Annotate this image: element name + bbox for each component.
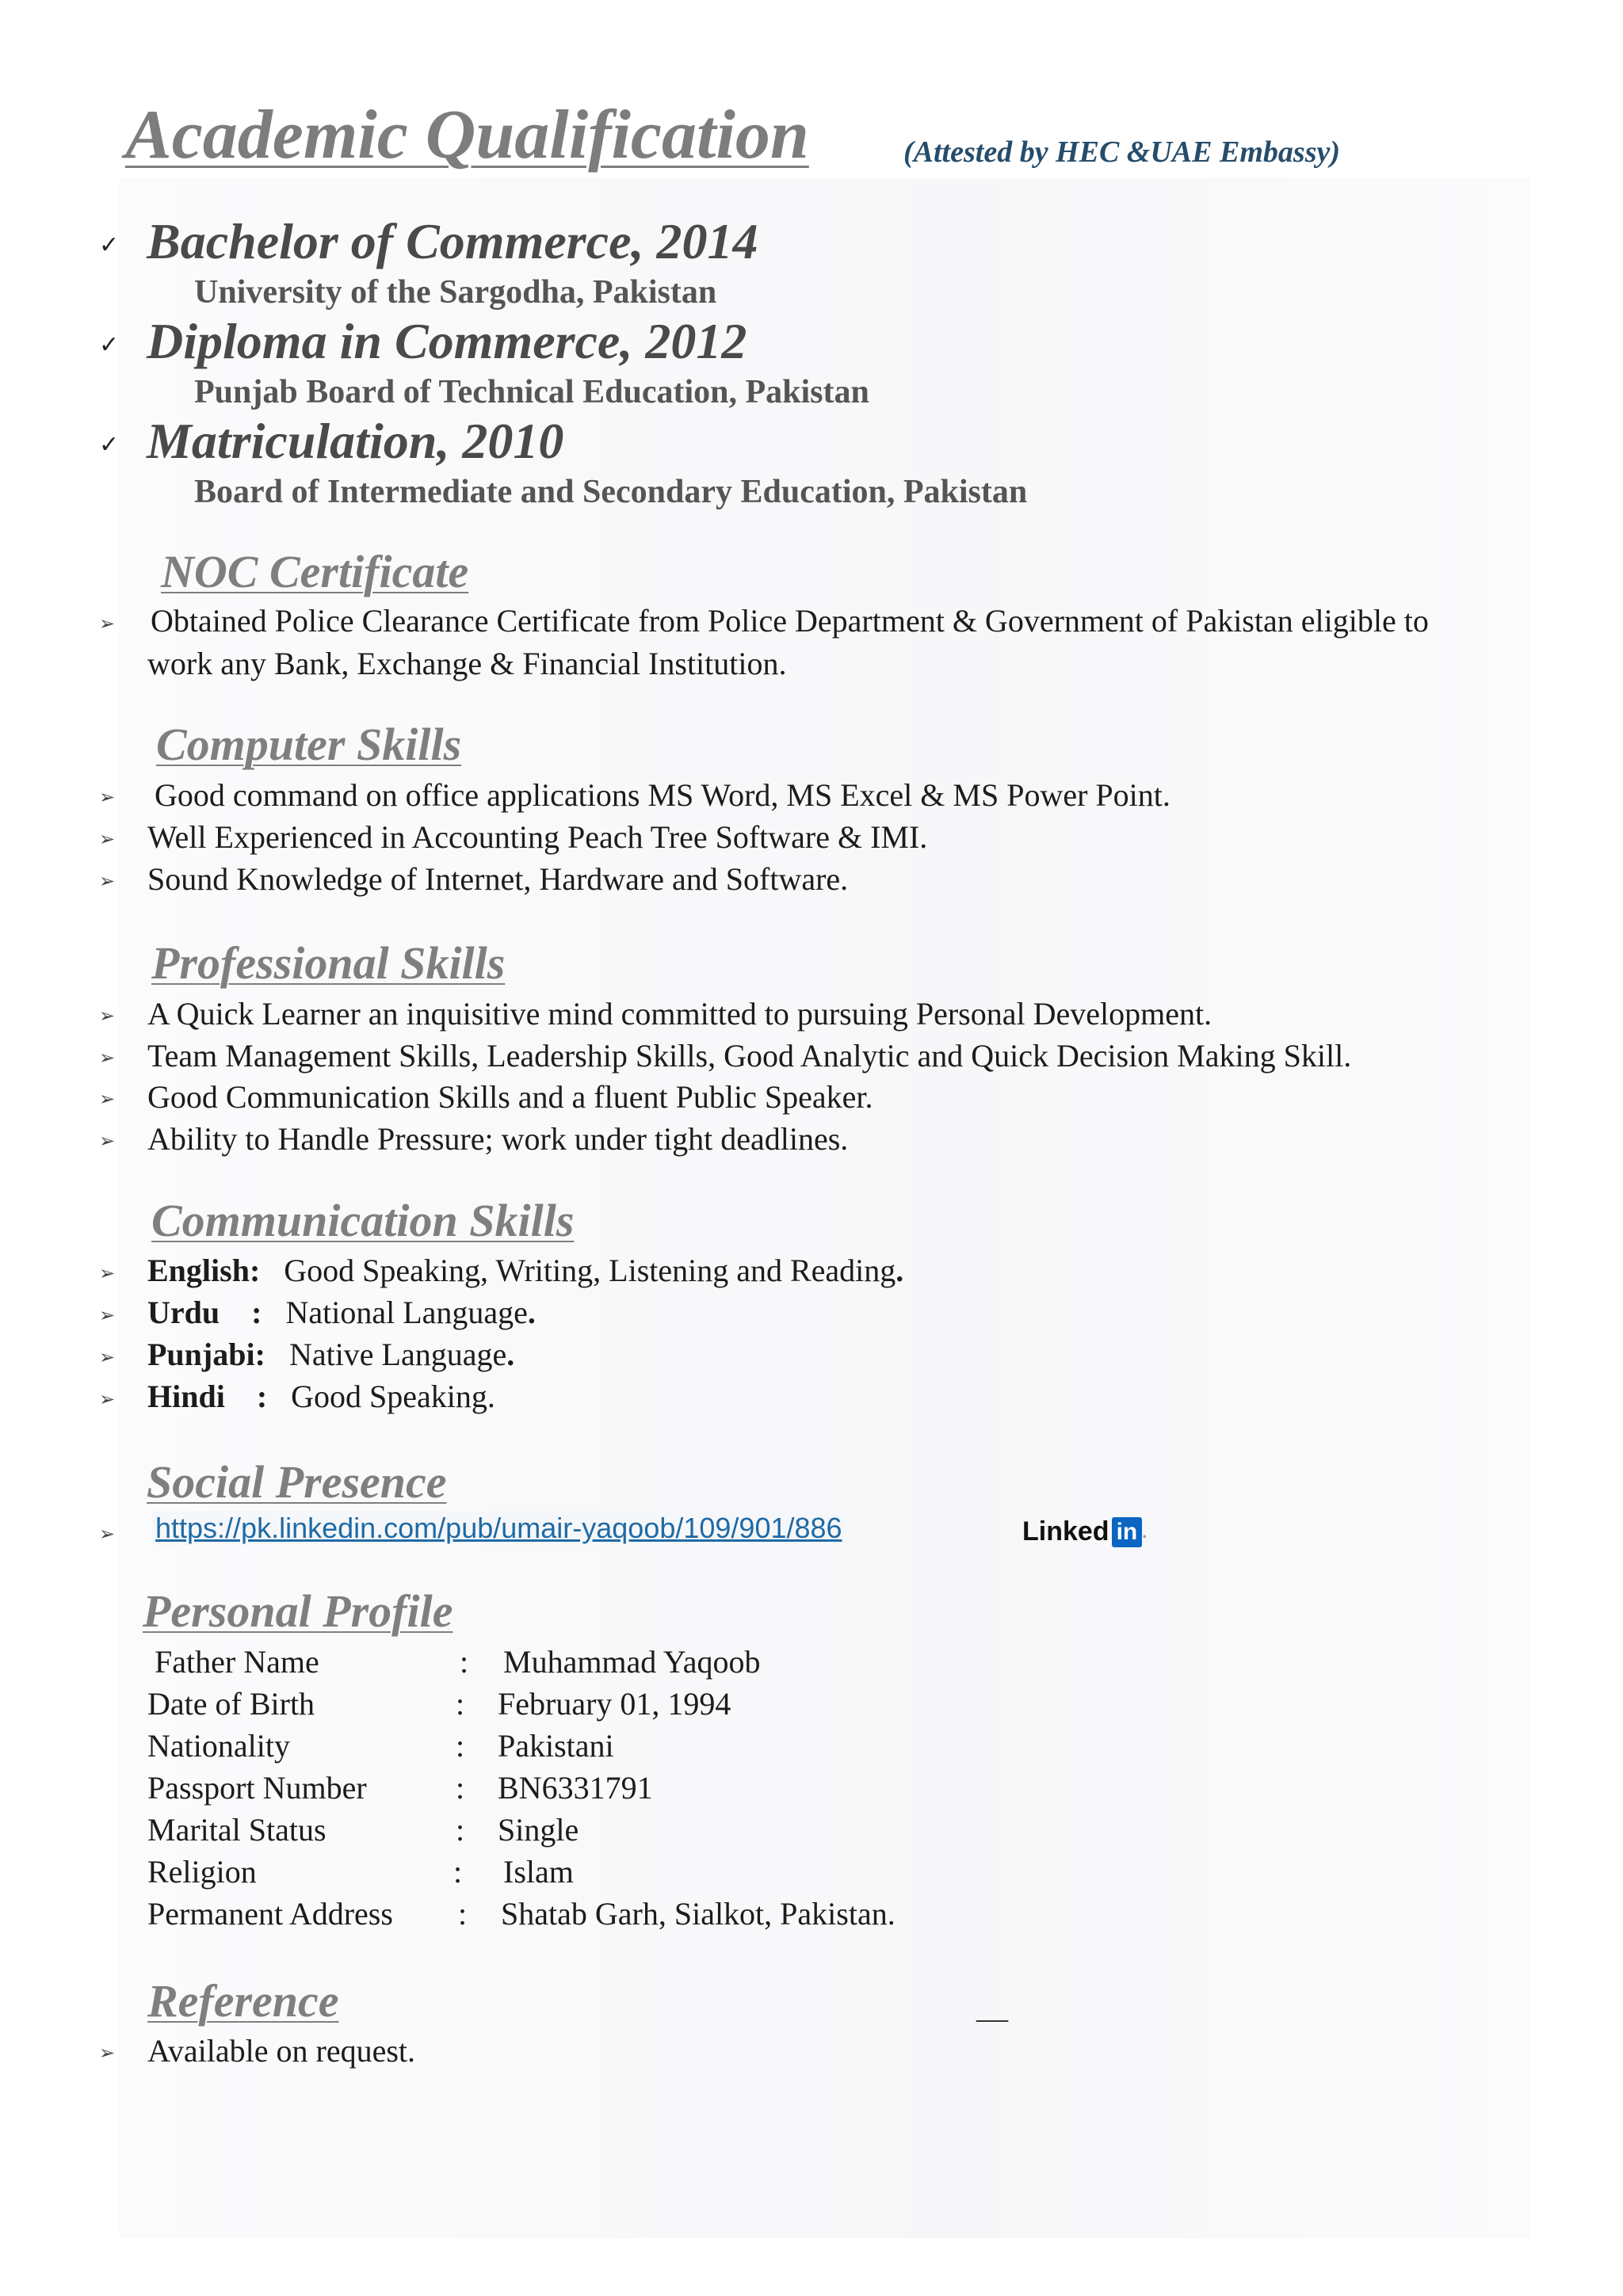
list-item: Available on request. bbox=[147, 2033, 416, 2069]
degree-institution: Punjab Board of Technical Education, Pakistan bbox=[194, 374, 869, 410]
profile-value: BN6331791 bbox=[498, 1770, 653, 1806]
linkedin-logo-dot: . bbox=[1142, 1521, 1148, 1542]
degree-institution: University of the Sargodha, Pakistan bbox=[194, 274, 717, 311]
profile-label: Date of Birth bbox=[147, 1686, 315, 1722]
list-item: Sound Knowledge of Internet, Hardware and Software. bbox=[147, 861, 849, 897]
degree-institution: Board of Intermediate and Secondary Education, Pakistan bbox=[194, 474, 1028, 510]
arrow-bullet-icon: ➢ bbox=[99, 870, 116, 892]
profile-label: Father Name bbox=[155, 1644, 319, 1680]
profile-separator: : bbox=[460, 1644, 469, 1680]
profile-separator: : bbox=[456, 1728, 465, 1764]
language-level: National Language bbox=[285, 1295, 528, 1330]
linkedin-profile-link[interactable]: https://pk.linkedin.com/pub/umair-yaqoob/109/901/886 bbox=[152, 1512, 846, 1545]
linkedin-logo[interactable] bbox=[1022, 1516, 1147, 1547]
profile-separator: : bbox=[456, 1686, 465, 1722]
profile-label: Nationality bbox=[147, 1728, 290, 1764]
profile-label: Religion bbox=[147, 1854, 257, 1890]
section-title-communication-skills: Communication Skills bbox=[151, 1195, 575, 1246]
language-level-end: . bbox=[506, 1337, 515, 1372]
arrow-bullet-icon: ➢ bbox=[99, 1047, 116, 1069]
list-item: A Quick Learner an inquisitive mind committed to pursuing Personal Development. bbox=[147, 996, 1212, 1032]
section-title-noc: NOC Certificate bbox=[161, 546, 469, 597]
page-title: Academic Qualification bbox=[125, 97, 809, 174]
profile-value: Shatab Garh, Sialkot, Pakistan. bbox=[501, 1896, 896, 1932]
language-item bbox=[147, 1378, 495, 1415]
degree-title: Matriculation, 2010 bbox=[147, 413, 564, 469]
language-item bbox=[147, 1252, 903, 1289]
profile-separator: : bbox=[458, 1896, 468, 1932]
language-level-end: . bbox=[896, 1253, 904, 1288]
profile-label: Marital Status bbox=[147, 1812, 327, 1848]
section-title-reference: Reference bbox=[147, 1975, 339, 2027]
linkedin-logo-text: Linked bbox=[1022, 1516, 1109, 1547]
attestation-note: (Attested by HEC &UAE Embassy) bbox=[903, 135, 1340, 169]
stray-dash: __ bbox=[976, 1989, 1008, 2025]
arrow-bullet-icon: ➢ bbox=[99, 612, 116, 635]
list-item: Team Management Skills, Leadership Skills, Good Analytic and Quick Decision Making Skill. bbox=[147, 1038, 1352, 1074]
language-level: Native Language bbox=[288, 1337, 507, 1372]
linkedin-in-icon: in bbox=[1112, 1517, 1143, 1547]
profile-separator: : bbox=[456, 1812, 465, 1848]
arrow-bullet-icon: ➢ bbox=[99, 828, 116, 850]
language-name: English: bbox=[147, 1253, 261, 1288]
profile-label: Passport Number bbox=[147, 1770, 367, 1806]
language-name: Punjabi: bbox=[147, 1337, 265, 1372]
list-item: Good command on office applications MS Word, MS Excel & MS Power Point. bbox=[155, 777, 1170, 813]
profile-separator: : bbox=[456, 1770, 465, 1806]
list-item: Well Experienced in Accounting Peach Tree Software & IMI. bbox=[147, 819, 928, 855]
profile-value: Pakistani bbox=[498, 1728, 614, 1764]
language-item bbox=[147, 1336, 514, 1373]
arrow-bullet-icon: ➢ bbox=[99, 786, 116, 808]
arrow-bullet-icon: ➢ bbox=[99, 1304, 116, 1326]
arrow-bullet-icon: ➢ bbox=[99, 1388, 116, 1410]
degree-title: Diploma in Commerce, 2012 bbox=[147, 313, 747, 369]
arrow-bullet-icon: ➢ bbox=[99, 1088, 116, 1110]
check-icon: ✓ bbox=[99, 331, 120, 359]
section-title-professional-skills: Professional Skills bbox=[151, 937, 506, 989]
language-name: Urdu : bbox=[147, 1295, 262, 1330]
profile-label: Permanent Address bbox=[147, 1896, 393, 1932]
profile-separator: : bbox=[453, 1854, 463, 1890]
language-level: Good Speaking, Writing, Listening and Reading bbox=[284, 1253, 896, 1288]
arrow-bullet-icon: ➢ bbox=[99, 1262, 116, 1284]
noc-text-line: work any Bank, Exchange & Financial Institution. bbox=[147, 646, 787, 681]
language-level-end: . bbox=[527, 1295, 536, 1330]
section-title-social-presence: Social Presence bbox=[147, 1456, 447, 1508]
arrow-bullet-icon: ➢ bbox=[99, 1346, 116, 1368]
list-item: Ability to Handle Pressure; work under tight deadlines. bbox=[147, 1121, 849, 1157]
arrow-bullet-icon: ➢ bbox=[99, 1523, 116, 1545]
arrow-bullet-icon: ➢ bbox=[99, 1005, 116, 1027]
degree-title: Bachelor of Commerce, 2014 bbox=[147, 213, 758, 269]
arrow-bullet-icon: ➢ bbox=[99, 1130, 116, 1152]
language-item bbox=[147, 1294, 536, 1331]
noc-text-line: Obtained Police Clearance Certificate from Police Department & Government of Pakistan eligible to bbox=[151, 603, 1429, 639]
list-item: Good Communication Skills and a fluent Public Speaker. bbox=[147, 1079, 873, 1115]
arrow-bullet-icon: ➢ bbox=[99, 2042, 116, 2064]
language-level: Good Speaking. bbox=[291, 1379, 495, 1414]
profile-value: Islam bbox=[503, 1854, 574, 1890]
profile-value: Single bbox=[498, 1812, 579, 1848]
profile-value: February 01, 1994 bbox=[498, 1686, 731, 1722]
check-icon: ✓ bbox=[99, 431, 120, 459]
check-icon: ✓ bbox=[99, 231, 120, 259]
profile-value: Muhammad Yaqoob bbox=[503, 1644, 761, 1680]
section-title-computer-skills: Computer Skills bbox=[156, 719, 462, 770]
language-name: Hindi : bbox=[147, 1379, 268, 1414]
section-title-personal-profile: Personal Profile bbox=[143, 1585, 453, 1637]
